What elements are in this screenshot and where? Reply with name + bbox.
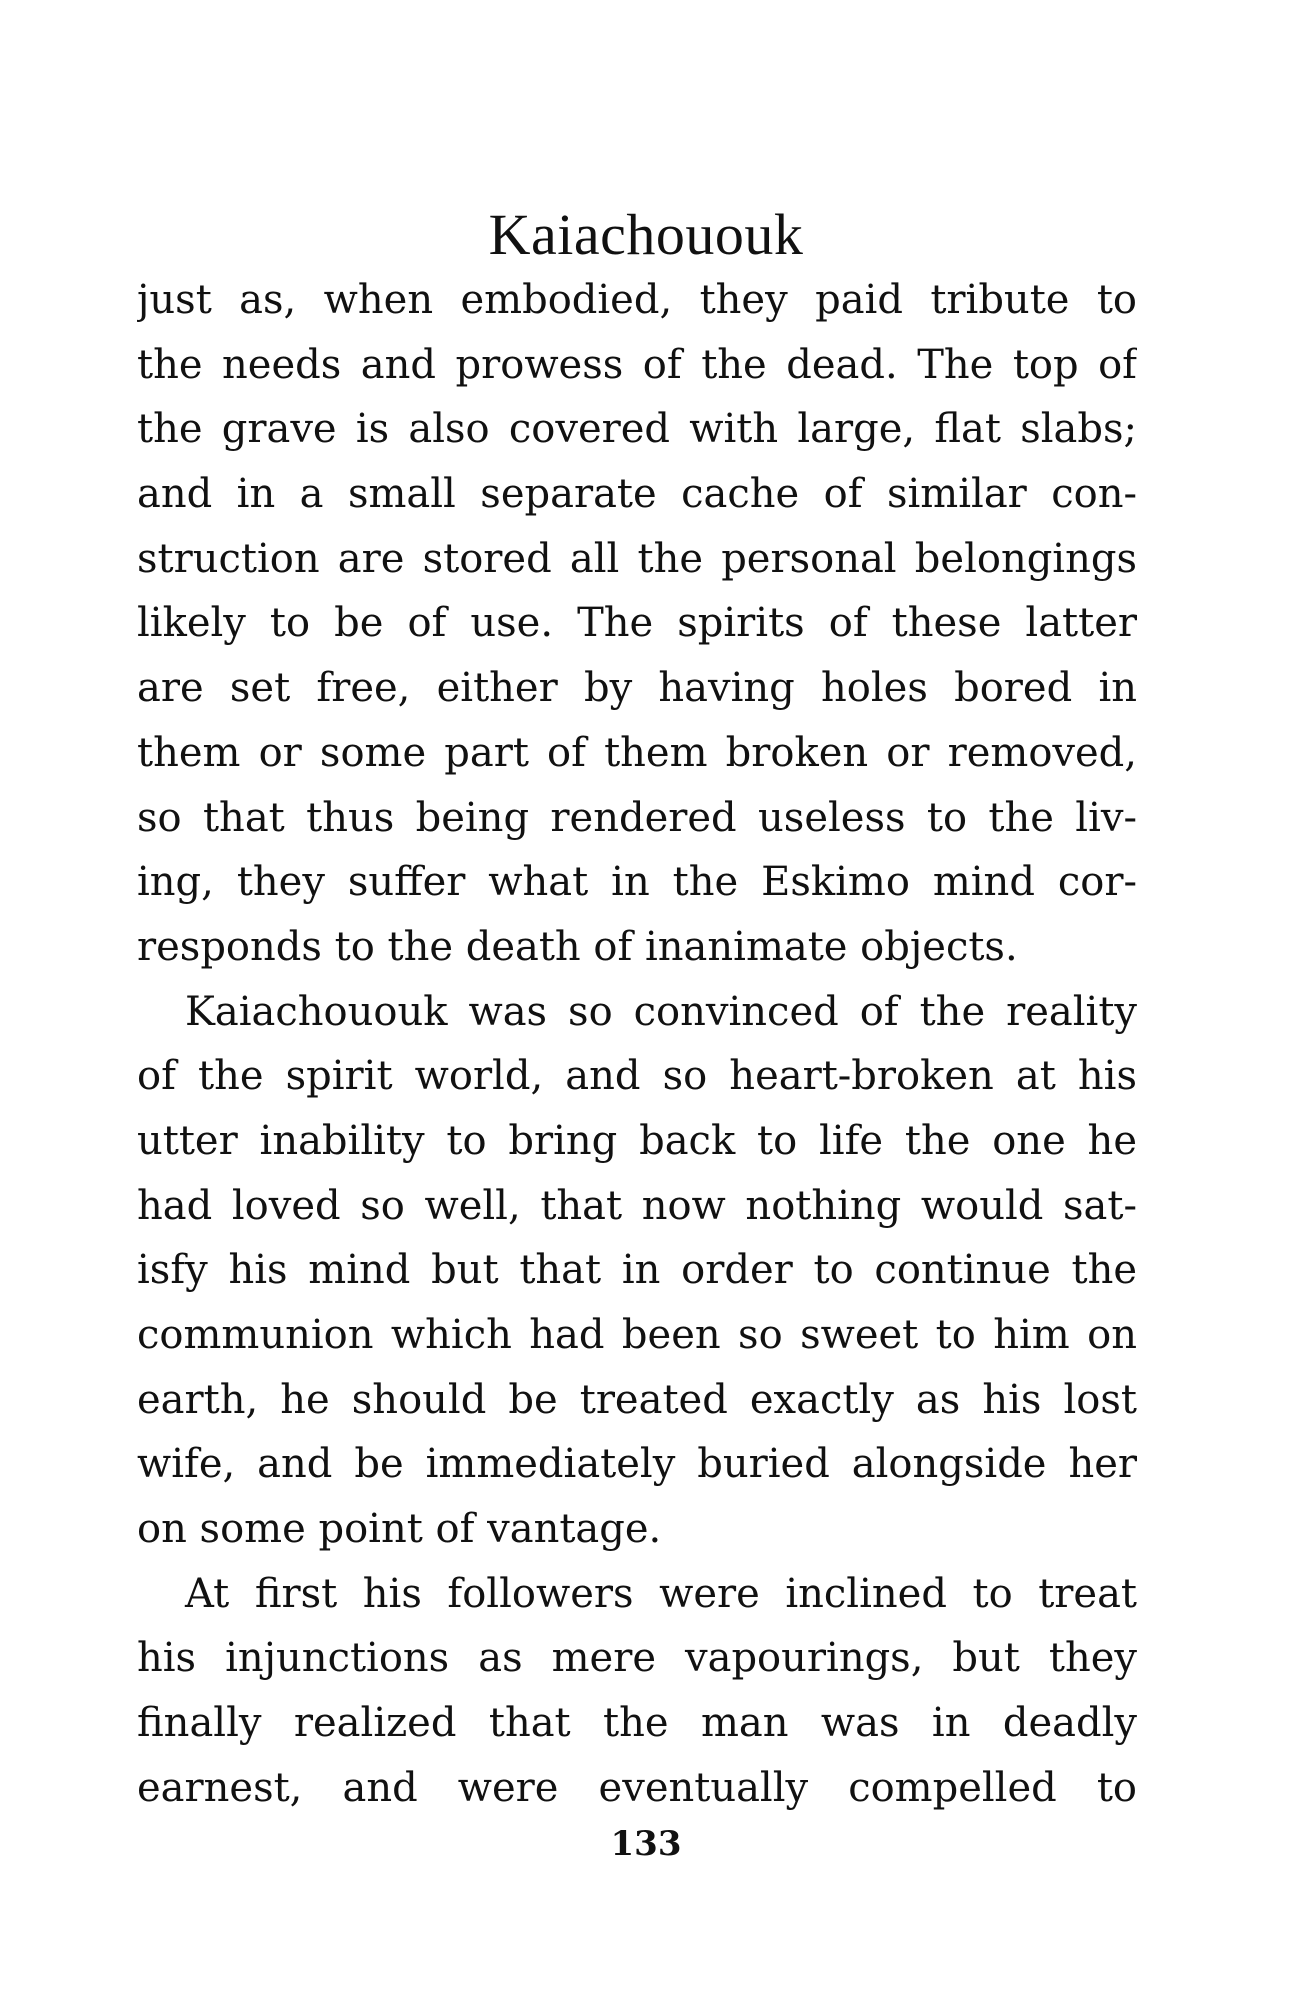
text-line: earnest, and were eventually compelled to	[137, 1764, 1137, 1811]
text-line: of the spirit world, and so heart-broken at his	[137, 1053, 1137, 1100]
text-line: wife, and be immediately buried alongside her	[137, 1441, 1137, 1488]
text-line: At first his followers were inclined to treat	[185, 1570, 1137, 1617]
text-line: and in a small separate cache of similar con-	[137, 471, 1137, 518]
text-line: ing, they suffer what in the Eskimo mind cor-	[137, 859, 1137, 906]
text-line: isfy his mind but that in order to continue the	[137, 1247, 1137, 1294]
text-line: just as, when embodied, they paid tribute to	[137, 277, 1137, 323]
text-line: utter inability to bring back to life the one he	[137, 1117, 1137, 1164]
text-line: responds to the death of inanimate objects.	[137, 923, 1018, 970]
body-text	[137, 268, 1137, 1821]
text-line: them or some part of them broken or removed,	[137, 729, 1137, 776]
text-line: had loved so well, that now nothing would sat-	[137, 1182, 1137, 1229]
text-line: communion which had been so sweet to him on	[137, 1312, 1137, 1358]
text-line: are set free, either by having holes bored in	[137, 665, 1137, 712]
text-line: the needs and prowess of the dead. The top of	[137, 341, 1137, 388]
text-line: Kaiachououk was so convinced of the reality	[185, 988, 1137, 1035]
text-line: earth, he should be treated exactly as his lost	[137, 1376, 1137, 1423]
text-line: his injunctions as mere vapourings, but they	[137, 1635, 1137, 1682]
running-head: Kaiachououk	[488, 202, 804, 267]
text-line: likely to be of use. The spirits of these latter	[137, 600, 1137, 647]
text-line: struction are stored all the personal belongings	[137, 535, 1137, 582]
text-line: so that thus being rendered useless to the liv-	[137, 794, 1137, 841]
page-number: 133	[610, 1824, 682, 1864]
text-line: on some point of vantage.	[137, 1506, 662, 1553]
text-line: the grave is also covered with large, flat slabs;	[137, 406, 1137, 453]
text-line: finally realized that the man was in deadly	[137, 1700, 1137, 1747]
